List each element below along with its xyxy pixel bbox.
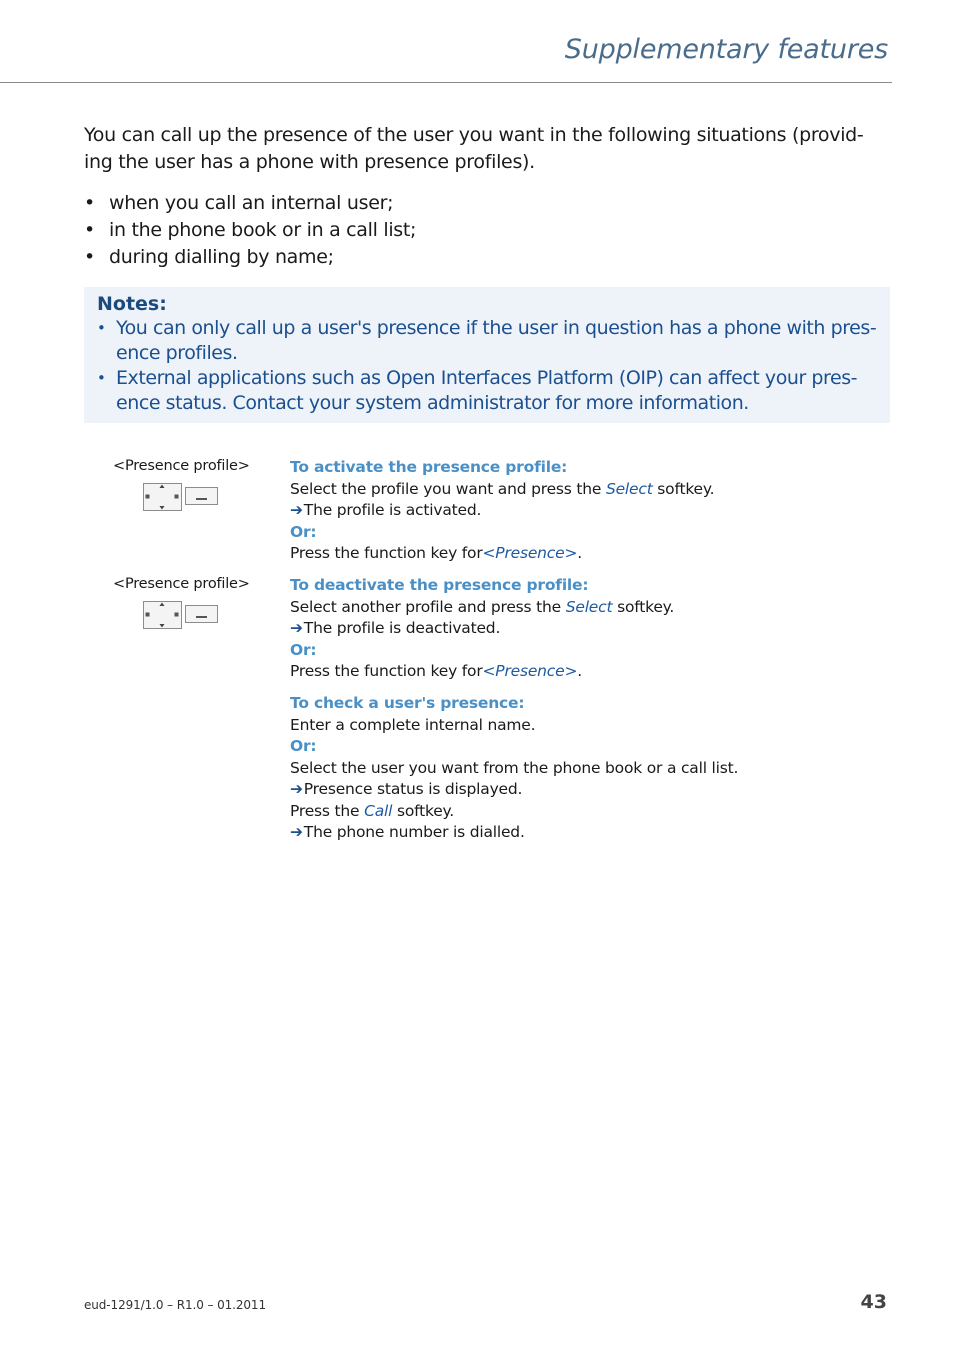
list-item: • during dialling by name;	[84, 244, 884, 271]
page-number: 43	[860, 1291, 887, 1313]
intro-line-2: ing the user has a phone with presence profiles).	[84, 151, 535, 173]
activate-select-step: Select the profile you want and press the Select softkey.	[290, 479, 715, 498]
section-title: Supplementary features	[564, 34, 888, 65]
select-softkey-label: Select	[565, 597, 613, 616]
activate-heading: To activate the presence profile:	[290, 458, 568, 476]
deactivate-instructions	[290, 575, 890, 683]
check-presence-instructions	[290, 693, 890, 844]
document-id: eud-1291/1.0 – R1.0 – 01.2011	[84, 1298, 267, 1312]
check-call-step: Press the Call softkey.	[290, 801, 455, 820]
check-enter-step: Enter a complete internal name.	[290, 715, 536, 734]
note-item: • External applications such as Open Interfaces Platform (OIP) can affect your pres- ence status. Contact your system administrator for more information.	[97, 367, 858, 414]
deactivate-select-step: Select another profile and press the Select softkey.	[290, 597, 675, 616]
check-heading: To check a user's presence:	[290, 694, 525, 712]
deactivate-fkey-step: Press the function key for<Presence>.	[290, 662, 582, 680]
presence-profile-label: <Presence profile>	[113, 576, 250, 592]
presence-profile-label: <Presence profile>	[113, 458, 250, 474]
check-select-step: Select the user you want from the phone book or a call list.	[290, 758, 739, 777]
bullet-icon: •	[97, 319, 106, 337]
deactivate-heading: To deactivate the presence profile:	[290, 576, 589, 594]
notes-title: Notes:	[97, 293, 167, 315]
softkey-icon	[186, 488, 218, 505]
arrow-icon: ➔	[290, 501, 303, 519]
intro-line-1: You can call up the presence of the user you want in the following situations (provid-	[84, 124, 864, 146]
activate-result: ➔The profile is activated.	[290, 501, 482, 519]
list-item: • in the phone book or in a call list;	[84, 217, 884, 244]
arrow-icon: ➔	[290, 823, 303, 841]
header-divider	[0, 82, 892, 83]
list-item: • when you call an internal user;	[84, 190, 884, 217]
intro-paragraph	[84, 122, 884, 176]
activate-fkey-step: Press the function key for<Presence>.	[290, 544, 582, 562]
select-softkey-label: Select	[605, 479, 653, 498]
arrow-icon: ➔	[290, 619, 303, 637]
check-result-1: ➔Presence status is displayed.	[290, 780, 523, 798]
activate-instructions	[290, 457, 890, 565]
arrow-icon: ➔	[290, 780, 303, 798]
notes-box	[84, 287, 890, 423]
call-softkey-label: Call	[364, 801, 393, 820]
note-item: • You can only call up a user's presence if the user in question has a phone with pres- ence profiles.	[97, 317, 877, 364]
situation-list	[84, 190, 884, 271]
bullet-icon: •	[84, 219, 95, 241]
navigation-key-icon	[144, 602, 182, 629]
or-label: Or:	[290, 640, 317, 659]
presence-key-label: <Presence>	[482, 662, 578, 680]
or-label: Or:	[290, 522, 317, 541]
deactivate-result: ➔The profile is deactivated.	[290, 619, 501, 637]
navigation-key-icon	[144, 484, 182, 511]
softkey-icon	[186, 606, 218, 623]
phone-keys-graphic	[143, 601, 219, 629]
or-label: Or:	[290, 737, 317, 755]
bullet-icon: •	[97, 369, 106, 387]
bullet-icon: •	[84, 192, 95, 214]
bullet-icon: •	[84, 246, 95, 268]
phone-keys-graphic	[143, 483, 219, 511]
notes-list	[97, 316, 878, 416]
presence-key-label: <Presence>	[482, 544, 578, 562]
check-result-2: ➔The phone number is dialled.	[290, 823, 525, 841]
